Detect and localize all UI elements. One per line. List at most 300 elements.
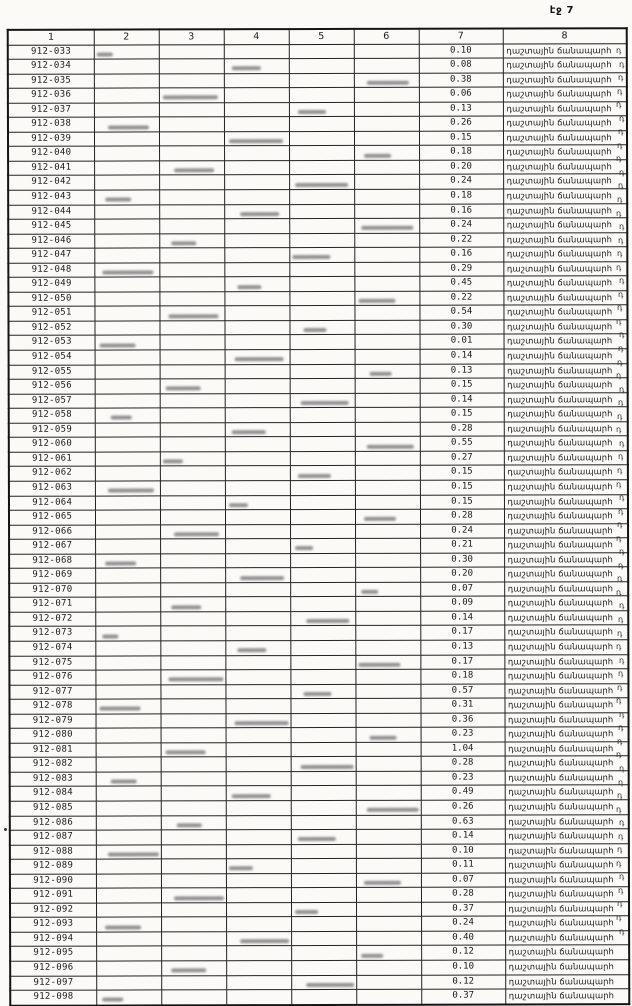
blank-cell bbox=[356, 786, 421, 801]
label-cell: դաշտային ճանապարհ bbox=[505, 800, 629, 815]
table-row bbox=[9, 654, 628, 670]
blank-cell bbox=[290, 349, 355, 364]
label-cell: դաշտային ճանապարհ bbox=[503, 247, 627, 262]
code-cell: 912-062 bbox=[9, 466, 95, 481]
blank-cell bbox=[355, 655, 420, 670]
blank-cell bbox=[355, 640, 420, 655]
blank-cell bbox=[291, 742, 356, 757]
table-row bbox=[10, 756, 629, 772]
smudge-mark bbox=[240, 939, 289, 943]
blank-cell bbox=[355, 538, 420, 553]
blank-cell bbox=[226, 815, 291, 830]
smudge-mark bbox=[361, 590, 378, 594]
edge-glyph: դ bbox=[619, 167, 625, 177]
blank-cell bbox=[96, 961, 161, 976]
edge-glyph: դ bbox=[616, 262, 622, 272]
smudge-mark bbox=[234, 357, 283, 361]
edge-glyph: դ bbox=[617, 899, 623, 909]
code-cell: 912-039 bbox=[8, 132, 94, 147]
value-cell: 0.13 bbox=[420, 364, 504, 379]
code-cell: 912-037 bbox=[8, 103, 94, 118]
value-cell: 0.16 bbox=[419, 247, 503, 262]
label-cell: դաշտային ճանապարհ bbox=[504, 596, 628, 611]
blank-cell bbox=[356, 975, 421, 990]
blank-cell bbox=[94, 175, 159, 190]
value-cell: 0.23 bbox=[421, 771, 505, 786]
label-cell: դաշտային ճանապարհ bbox=[505, 858, 629, 873]
blank-cell bbox=[289, 219, 354, 234]
blank-cell bbox=[94, 234, 159, 249]
label-cell: դաշտային ճանապարհ bbox=[504, 523, 628, 538]
blank-cell bbox=[94, 146, 159, 161]
code-cell: 912-040 bbox=[8, 146, 94, 161]
smudge-mark bbox=[300, 401, 348, 405]
blank-cell bbox=[225, 350, 290, 365]
code-cell: 912-094 bbox=[10, 932, 96, 947]
blank-cell bbox=[291, 728, 356, 743]
label-cell: դաշտային ճանապարհ bbox=[504, 465, 628, 480]
blank-cell bbox=[94, 44, 159, 59]
edge-glyph: դ bbox=[617, 465, 623, 475]
blank-cell bbox=[95, 699, 160, 714]
edge-glyph: դ bbox=[616, 696, 622, 706]
blank-cell bbox=[224, 233, 289, 248]
blank-cell bbox=[95, 437, 160, 452]
smudge-mark bbox=[176, 823, 201, 827]
smudge-mark bbox=[102, 270, 153, 274]
blank-cell bbox=[224, 73, 289, 88]
smudge-mark bbox=[297, 110, 325, 114]
blank-cell bbox=[354, 189, 419, 204]
table-row bbox=[8, 43, 627, 59]
code-cell: 912-036 bbox=[8, 88, 94, 103]
blank-cell bbox=[161, 713, 226, 728]
label-cell: դաշտային ճանապարհ bbox=[505, 974, 629, 989]
smudge-mark bbox=[297, 474, 330, 478]
label-cell: դաշտային ճանապարհ bbox=[504, 407, 628, 422]
table-row bbox=[9, 552, 628, 568]
code-cell: 912-046 bbox=[8, 234, 94, 249]
code-cell: 912-093 bbox=[10, 917, 96, 932]
label-cell: դաշտային ճանապարհ bbox=[504, 378, 628, 393]
blank-cell bbox=[354, 204, 419, 219]
blank-cell bbox=[96, 830, 161, 845]
table-row bbox=[10, 785, 629, 801]
table-row bbox=[9, 698, 628, 714]
blank-cell bbox=[161, 888, 226, 903]
blank-cell bbox=[160, 553, 225, 568]
smudge-mark bbox=[105, 561, 136, 565]
blank-cell bbox=[95, 495, 160, 510]
edge-glyph: դ bbox=[619, 276, 625, 286]
blank-cell bbox=[225, 481, 290, 496]
table-row bbox=[10, 829, 629, 845]
edge-glyph: դ bbox=[616, 425, 622, 435]
blank-cell bbox=[160, 437, 225, 452]
blank-cell bbox=[226, 728, 291, 743]
blank-cell bbox=[225, 437, 290, 452]
code-cell: 912-053 bbox=[9, 336, 95, 351]
code-cell: 912-058 bbox=[9, 408, 95, 423]
column-header-5: 5 bbox=[289, 29, 354, 44]
label-cell: դաշտային ճանապարհ bbox=[503, 203, 627, 218]
edge-glyph: դ bbox=[617, 520, 623, 530]
blank-cell bbox=[354, 175, 419, 190]
blank-cell bbox=[289, 262, 354, 277]
blank-cell bbox=[225, 684, 290, 699]
table-row bbox=[9, 392, 628, 408]
label-cell: դաշտային ճանապարհ bbox=[503, 43, 627, 58]
smudge-mark bbox=[99, 343, 135, 347]
label-cell: դաշտային ճանապարհ bbox=[505, 712, 629, 727]
table-row bbox=[10, 916, 629, 932]
smudge-mark bbox=[168, 314, 218, 318]
blank-cell bbox=[159, 146, 224, 161]
table-row bbox=[9, 683, 628, 699]
blank-cell bbox=[95, 408, 160, 423]
blank-cell bbox=[95, 510, 160, 525]
blank-cell bbox=[159, 59, 224, 74]
edge-glyph: դ bbox=[618, 127, 624, 137]
blank-cell bbox=[290, 611, 355, 626]
blank-cell bbox=[290, 495, 355, 510]
blank-cell bbox=[94, 306, 159, 321]
label-cell: դաշտային ճանապարհ bbox=[504, 698, 628, 713]
code-cell: 912-041 bbox=[8, 161, 94, 176]
edge-glyph: դ bbox=[619, 222, 625, 232]
edge-glyph: դ bbox=[616, 913, 622, 922]
value-cell: 0.10 bbox=[419, 44, 503, 59]
blank-cell bbox=[354, 87, 419, 102]
code-cell: 912-059 bbox=[9, 423, 95, 438]
value-cell: 0.28 bbox=[421, 887, 505, 902]
smudge-mark bbox=[240, 576, 284, 580]
blank-cell bbox=[226, 990, 291, 1005]
blank-cell bbox=[95, 597, 160, 612]
value-cell: 0.37 bbox=[421, 989, 505, 1004]
value-cell: 0.01 bbox=[420, 334, 504, 349]
blank-cell bbox=[95, 641, 160, 656]
blank-cell bbox=[224, 160, 289, 175]
label-cell: դաշտային ճանապարհ bbox=[503, 160, 627, 175]
blank-cell bbox=[225, 524, 290, 539]
blank-cell bbox=[289, 73, 354, 88]
label-cell: դաշտային ճանապարհ bbox=[504, 334, 628, 349]
blank-cell bbox=[354, 146, 419, 161]
value-cell: 0.08 bbox=[419, 58, 503, 73]
blank-cell bbox=[94, 161, 159, 176]
blank-cell bbox=[225, 655, 290, 670]
label-cell: դաշտային ճանապարհ bbox=[504, 421, 628, 436]
label-cell: դաշտային ճանապարհ bbox=[505, 960, 629, 975]
blank-cell bbox=[355, 509, 420, 524]
blank-cell bbox=[289, 44, 354, 59]
value-cell: 0.22 bbox=[419, 233, 503, 248]
blank-cell bbox=[94, 292, 159, 307]
value-cell: 0.07 bbox=[421, 873, 505, 888]
table-row bbox=[9, 436, 628, 452]
blank-cell bbox=[226, 902, 291, 917]
blank-cell bbox=[289, 189, 354, 204]
smudge-mark bbox=[295, 183, 348, 187]
edge-glyph: դ bbox=[618, 181, 624, 191]
blank-cell bbox=[356, 858, 421, 873]
value-cell: 0.12 bbox=[421, 945, 505, 960]
edge-glyph: դ bbox=[619, 601, 625, 611]
edge-glyph: դ bbox=[618, 73, 624, 83]
table-row bbox=[8, 101, 627, 117]
label-cell: դաշտային ճանապարհ bbox=[503, 131, 627, 146]
blank-cell bbox=[225, 582, 290, 597]
table-row bbox=[8, 72, 627, 88]
table-row bbox=[9, 465, 628, 481]
blank-cell bbox=[356, 727, 421, 742]
blank-cell bbox=[160, 495, 225, 510]
blank-cell bbox=[161, 917, 226, 932]
code-cell: 912-060 bbox=[9, 437, 95, 452]
table-row bbox=[8, 291, 627, 307]
blank-cell bbox=[355, 466, 420, 481]
blank-cell bbox=[290, 597, 355, 612]
smudge-mark bbox=[306, 983, 354, 987]
blank-cell bbox=[95, 525, 160, 540]
blank-cell bbox=[95, 394, 160, 409]
smudge-mark bbox=[231, 794, 270, 798]
blank-cell bbox=[290, 684, 355, 699]
value-cell: 0.26 bbox=[421, 800, 505, 815]
blank-cell bbox=[290, 379, 355, 394]
blank-cell bbox=[290, 393, 355, 408]
blank-cell bbox=[161, 801, 226, 816]
value-cell: 0.17 bbox=[420, 625, 504, 640]
value-cell: 0.30 bbox=[420, 553, 504, 568]
value-cell: 0.18 bbox=[419, 145, 503, 160]
value-cell: 0.11 bbox=[421, 858, 505, 873]
blank-cell bbox=[96, 946, 161, 961]
table-row bbox=[10, 727, 629, 743]
label-cell: դաշտային ճանապարհ bbox=[503, 145, 627, 160]
code-cell: 912-079 bbox=[10, 714, 96, 729]
code-cell: 912-051 bbox=[8, 306, 94, 321]
value-cell: 0.63 bbox=[421, 815, 505, 830]
blank-cell bbox=[224, 102, 289, 117]
blank-cell bbox=[225, 568, 290, 583]
value-cell: 0.07 bbox=[420, 582, 504, 597]
blank-cell bbox=[290, 364, 355, 379]
smudge-mark bbox=[99, 707, 140, 711]
smudge-mark bbox=[174, 532, 219, 536]
value-cell: 0.15 bbox=[420, 465, 504, 480]
blank-cell bbox=[161, 932, 226, 947]
blank-cell bbox=[94, 263, 159, 278]
value-cell: 0.28 bbox=[420, 509, 504, 524]
blank-cell bbox=[96, 990, 161, 1005]
blank-cell bbox=[224, 306, 289, 321]
blank-cell bbox=[160, 670, 225, 685]
smudge-mark bbox=[162, 459, 182, 463]
table-row bbox=[8, 189, 627, 205]
blank-cell bbox=[289, 320, 354, 335]
smudge-mark bbox=[107, 852, 158, 856]
blank-cell bbox=[94, 219, 159, 234]
blank-cell bbox=[291, 859, 356, 874]
blank-cell bbox=[95, 685, 160, 700]
blank-cell bbox=[160, 393, 225, 408]
smudge-mark bbox=[173, 896, 223, 900]
value-cell: 0.27 bbox=[420, 451, 504, 466]
blank-cell bbox=[289, 160, 354, 175]
blank-cell bbox=[225, 364, 290, 379]
smudge-mark bbox=[240, 212, 279, 216]
blank-cell bbox=[160, 699, 225, 714]
value-cell: 0.55 bbox=[420, 436, 504, 451]
blank-cell bbox=[354, 160, 419, 175]
label-cell: դաշտային ճանապարհ bbox=[503, 72, 627, 87]
value-cell: 0.21 bbox=[420, 538, 504, 553]
value-cell: 0.22 bbox=[419, 291, 503, 306]
blank-cell bbox=[290, 509, 355, 524]
blank-cell bbox=[291, 989, 356, 1004]
value-cell: 0.24 bbox=[419, 218, 503, 233]
blank-cell bbox=[161, 815, 226, 830]
blank-cell bbox=[224, 59, 289, 74]
blank-cell bbox=[289, 204, 354, 219]
label-cell: դաշտային ճանապարհ bbox=[504, 538, 628, 553]
blank-cell bbox=[159, 175, 224, 190]
blank-cell bbox=[160, 408, 225, 423]
label-cell: դաշտային ճանապարհ bbox=[505, 756, 629, 771]
blank-cell bbox=[95, 350, 160, 365]
smudge-mark bbox=[171, 969, 206, 973]
smudge-mark bbox=[168, 678, 223, 682]
smudge-mark bbox=[231, 67, 260, 71]
label-cell: դաշտային ճանապարհ bbox=[505, 872, 629, 887]
blank-cell bbox=[290, 539, 355, 554]
value-cell: 0.37 bbox=[421, 902, 505, 917]
value-cell: 0.24 bbox=[419, 174, 503, 189]
column-header-1: 1 bbox=[8, 30, 94, 45]
smudge-mark bbox=[234, 721, 288, 725]
edge-glyph: դ bbox=[619, 709, 625, 719]
blank-cell bbox=[159, 321, 224, 336]
blank-cell bbox=[289, 102, 354, 117]
edge-glyph: դ bbox=[618, 452, 624, 462]
blank-cell bbox=[290, 524, 355, 539]
label-cell: դաշտային ճանապարհ bbox=[505, 931, 629, 946]
edge-glyph: դ bbox=[618, 398, 624, 408]
blank-cell bbox=[354, 117, 419, 132]
table-row bbox=[8, 247, 627, 263]
value-cell: 0.28 bbox=[420, 422, 504, 437]
blank-cell bbox=[160, 466, 225, 481]
blank-cell bbox=[356, 757, 421, 772]
blank-cell bbox=[291, 786, 356, 801]
table-row bbox=[9, 596, 628, 612]
blank-cell bbox=[289, 146, 354, 161]
blank-cell bbox=[356, 800, 421, 815]
smudge-mark bbox=[303, 692, 331, 696]
blank-cell bbox=[160, 423, 225, 438]
smudge-mark bbox=[363, 881, 400, 885]
blank-cell bbox=[291, 757, 356, 772]
blank-cell bbox=[226, 830, 291, 845]
label-cell: դաշտային ճանապարհ bbox=[505, 916, 629, 931]
code-cell: 912-057 bbox=[9, 394, 95, 409]
blank-cell bbox=[224, 219, 289, 234]
table-row bbox=[10, 887, 629, 903]
blank-cell bbox=[96, 903, 161, 918]
label-cell: դաշտային ճանապարհ bbox=[504, 436, 628, 451]
code-cell: 912-043 bbox=[8, 190, 94, 205]
blank-cell bbox=[355, 611, 420, 626]
blank-cell bbox=[291, 975, 356, 990]
table-row bbox=[8, 87, 627, 103]
blank-cell bbox=[290, 437, 355, 452]
blank-cell bbox=[159, 190, 224, 205]
blank-cell bbox=[96, 714, 161, 729]
smudge-mark bbox=[102, 998, 123, 1002]
code-cell: 912-080 bbox=[10, 728, 96, 743]
blank-cell bbox=[96, 975, 161, 990]
blank-cell bbox=[159, 233, 224, 248]
blank-cell bbox=[225, 699, 290, 714]
table-row bbox=[9, 480, 628, 496]
code-cell: 912-063 bbox=[9, 481, 95, 496]
value-cell: 0.10 bbox=[421, 844, 505, 859]
edge-glyph: դ bbox=[619, 872, 625, 882]
blank-cell bbox=[94, 204, 159, 219]
blank-cell bbox=[356, 946, 421, 961]
table-row bbox=[8, 131, 627, 147]
blank-cell bbox=[159, 306, 224, 321]
value-cell: 0.14 bbox=[420, 349, 504, 364]
blank-cell bbox=[161, 728, 226, 743]
code-cell: 912-077 bbox=[9, 685, 95, 700]
blank-cell bbox=[225, 510, 290, 525]
blank-cell bbox=[356, 887, 421, 902]
table-header bbox=[8, 28, 627, 45]
edge-glyph: դ bbox=[618, 235, 624, 245]
blank-cell bbox=[354, 262, 419, 277]
edge-glyph: դ bbox=[617, 736, 623, 746]
blank-cell bbox=[356, 931, 421, 946]
edge-glyph: դ bbox=[616, 858, 622, 868]
blank-cell bbox=[355, 626, 420, 641]
blank-cell bbox=[289, 117, 354, 132]
table-row bbox=[10, 974, 629, 990]
blank-cell bbox=[95, 379, 160, 394]
blank-cell bbox=[160, 510, 225, 525]
blank-cell bbox=[160, 641, 225, 656]
blank-cell bbox=[291, 931, 356, 946]
label-cell: դաշտային ճանապարհ bbox=[505, 741, 629, 756]
table-row bbox=[10, 902, 629, 918]
blank-cell bbox=[224, 146, 289, 161]
code-cell: 912-076 bbox=[9, 670, 95, 685]
blank-cell bbox=[226, 961, 291, 976]
blank-cell bbox=[290, 626, 355, 641]
blank-cell bbox=[161, 844, 226, 859]
smudge-mark bbox=[165, 387, 200, 391]
blank-cell bbox=[160, 379, 225, 394]
blank-cell bbox=[161, 975, 226, 990]
blank-cell bbox=[160, 335, 225, 350]
blank-cell bbox=[289, 88, 354, 103]
blank-cell bbox=[356, 873, 421, 888]
blank-cell bbox=[356, 989, 421, 1004]
blank-cell bbox=[159, 204, 224, 219]
label-cell: դաշտային ճանապարհ bbox=[505, 785, 629, 800]
